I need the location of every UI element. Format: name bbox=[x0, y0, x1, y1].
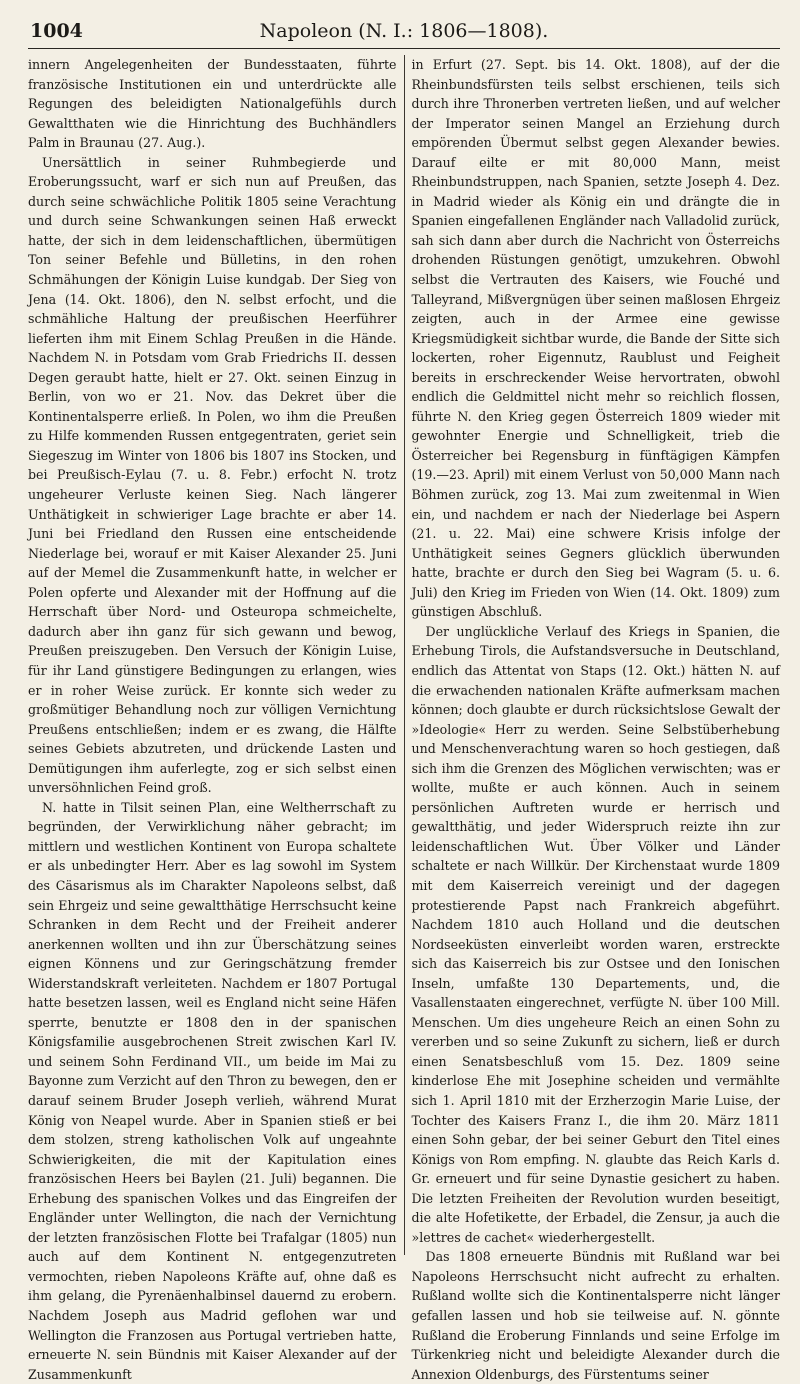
two-column-body bbox=[28, 55, 780, 1382]
paragraph: Der unglückliche Verlauf des Kriegs in Spanien, die Erhebung Tirols, die Aufstandsversuche in Deutschland, endlich das Attentat von Staps (12. Okt.) hätten N. auf die erwachenden nationalen Kräfte aufmerksam machen können; doch glaubte er durch rücksichtslose Gewalt der »Ideologie« Herr zu werden. Seine Selbstüberhebung und Menschenverachtung waren so hoch gestiegen, daß sich ihm die Grenzen des Möglichen verwischten; was er wollte, mußte er auch können. Auch in seinem persönlichen Auftreten wurde er herrisch und gewaltthätig, und jeder Widerspruch reizte ihn zur leidenschaftlichen Wut. Über Völker und Länder schaltete er nach Willkür. Der Kirchenstaat wurde 1809 mit dem Kaiserreich vereinigt und der dagegen protestierende Papst nach Frankreich abgeführt. Nachdem 1810 auch Holland und die deutschen Nordseeküsten einverleibt worden waren, erstreckte sich das Kaiserreich bis zur Ostsee und den Ionischen Inseln, umfaßte 130 Departements, und, die Vasallenstaaten eingerechnet, verfügte N. über 100 Mill. Menschen. Um dies ungeheure Reich an einen Sohn zu vererben und so seine Zukunft zu sichern, ließ er durch einen Senatsbeschluß vom 15. Dez. 1809 seine kinderlose Ehe mit Josephine scheiden und vermählte sich 1. April 1810 mit der Erzherzogin Marie Luise, der Tochter des Kaisers Franz I., die ihm 20. März 1811 einen Sohn gebar, der bei seiner Geburt den Titel eines Königs von Rom empfing. N. glaubte das Reich Karls d. Gr. erneuert und für seine Dynastie gesichert zu haben. Die letzten Freiheiten der Revolution wurden beseitigt, die alte Hofetikette, der Erbadel, die Zensur, ja auch die »lettres de cachet« wiederhergestellt. bbox=[411, 623, 780, 1245]
paragraph: Das 1808 erneuerte Bündnis mit Rußland war bei Napoleons Herrschsucht nicht aufrecht zu erhalten. Rußland wollte sich die Kontinentalsperre nicht länger gefallen lassen und hob sie teilweise auf. N. gönnte Rußland die Eroberung Finnlands und seine Erfolge im Türkenkrieg nicht und beleidigte Alexander durch die Annexion Oldenburgs, des Fürstentums seiner bbox=[411, 1249, 780, 1382]
right-column bbox=[411, 55, 780, 1382]
paragraph: N. hatte in Tilsit seinen Plan, eine Weltherrschaft zu begründen, der Verwirklichung näher gebracht; im mittlern und westlichen Kontinent von Europa schaltete er als unbedingter Herr. Aber es lag sowohl im System des Cäsarismus als im Charakter Napoleons selbst, daß sein Ehrgeiz und seine gewaltthätige Herrschsucht keine Schranken in dem Recht und der Freiheit anderer anerkennen wollten und ihn zur Überschätzung seines eignen Könnens und zur Geringschätzung fremder Widerstandskraft verleiteten. Nachdem er 1807 Portugal hatte besetzen lassen, weil es England nicht seine Häfen sperrte, benutzte er 1808 den in der spanischen Königsfamilie ausgebrochenen Streit zwischen Karl IV. und seinem Sohn Ferdinand VII., um beide im Mai zu Bayonne zum Verzicht auf den Thron zu bewegen, den er darauf seinem Bruder Joseph verlieh, während Murat König von Neapel wurde. Aber in Spanien stieß er bei dem stolzen, streng katholischen Volk auf ungeahnte Schwierigkeiten, die mit der Kapitulation eines französischen Heers bei Baylen (21. Juli) begannen. Die Erhebung des spanischen Volkes und das Eingreifen der Engländer unter Wellington, die nach der Vernichtung der letzten französischen Flotte bei Trafalgar (1805) nun auch auf dem Kontinent N. entgegenzutreten vermochten, rieben Napoleons Kräfte auf, ohne daß es ihm gelang, die Pyrenäenhalbinsel dauernd zu erobern. Nachdem Joseph aus Madrid geflohen war und Wellington die Franzosen aus Portugal vertrieben hatte, erneuerte N. sein Bündnis mit Kaiser Alexander auf der Zusammenkunft bbox=[28, 799, 397, 1382]
column-divider bbox=[404, 55, 405, 1255]
paragraph: Unersättlich in seiner Ruhmbegierde und Eroberungssucht, warf er sich nun auf Preußen, das durch seine schwächliche Politik 1805 seine Verachtung und durch seine Schwankungen seinen Haß erweckt hatte, der sich in dem leidenschaftlichen, übermütigen Ton seiner Befehle und Bülletins, in den rohen Schmähungen der Königin Luise kundgab. Der Sieg von Jena (14. Okt. 1806), den N. selbst erfocht, und die schmähliche Haltung der preußischen Heerführer lieferten ihm mit Einem Schlag Preußen in die Hände. Nachdem N. in Potsdam vom Grab Friedrichs II. dessen Degen geraubt hatte, hielt er 27. Okt. seinen Einzug in Berlin, von wo er 21. Nov. das Dekret über die Kontinentalsperre erließ. In Polen, wo ihm die Preußen zu Hilfe kommenden Russen entgegentraten, geriet sein Siegeszug im Winter von 1806 bis 1807 ins Stocken, und bei Preußisch-Eylau (7. u. 8. Febr.) erfocht N. trotz ungeheurer Verluste keinen Sieg. Nach längerer Unthätigkeit in schwieriger Lage brachte er aber 14. Juni bei Friedland den Russen eine entscheidende Niederlage bei, worauf er mit Kaiser Alexander 25. Juni auf der Memel die Zusammenkunft hatte, in welcher er Polen opferte und Alexander mit der Hoffnung auf die Herrschaft über Nord- und Osteuropa schmeichelte, dadurch aber ihn ganz für sich gewann und bewog, Preußen preiszugeben. Den Versuch der Königin Luise, für ihr Land günstigere Bedingungen zu erlangen, wies er in roher Weise zurück. Er konnte sich weder zu großmütiger Behandlung noch zur völligen Vernichtung Preußens entschließen; indem er es zwang, die Hälfte seines Gebiets abzutreten, und drückende Lasten und Demütigungen ihm auferlegte, zog er sich selbst einen unversöhnlichen Feind groß. bbox=[28, 154, 397, 796]
page-number: 1004 bbox=[30, 20, 83, 42]
paragraph: in Erfurt (27. Sept. bis 14. Okt. 1808), auf der die Rheinbundsfürsten teils selbst erschienen, teils sich durch ihre Thronerben vertreten ließen, und auf welcher der Imperator seinen Mangel an Erziehung durch empörenden Übermut selbst gegen Alexander bewies. Darauf eilte er mit 80,000 Mann, meist Rheinbundstruppen, nach Spanien, setzte Joseph 4. Dez. in Madrid wieder als König ein und drängte die in Spanien eingefallenen Engländer nach Valladolid zurück, sah sich dann aber durch die Nachricht von Österreichs drohenden Rüstungen genötigt, umzukehren. Obwohl selbst die Vertrauten des Kaisers, wie Fouché und Talleyrand, Mißvergnügen über seinen maßlosen Ehrgeiz zeigten, auch in der Armee eine gewisse Kriegsmüdigkeit sichtbar wurde, die Bande der Sitte sich lockerten, roher Eigennutz, Raublust und Feigheit bereits in erschreckender Weise hervortraten, obwohl endlich die Geldmittel nicht mehr so reichlich flossen, führte N. den Krieg gegen Österreich 1809 wieder mit gewohnter Energie und Schnelligkeit, trieb die Österreicher bei Regensburg in fünftägigen Kämpfen (19.—23. April) mit einem Verlust von 50,000 Mann nach Böhmen zurück, zog 13. Mai zum zweitenmal in Wien ein, und nachdem er nach der Niederlage bei Aspern (21. u. 22. Mai) eine schwere Krisis infolge der Unthätigkeit seines Gegners glücklich überwunden hatte, brachte er durch den Sieg bei Wagram (5. u. 6. Juli) den Krieg im Frieden von Wien (14. Okt. 1809) zum günstigen Abschluß. bbox=[411, 57, 780, 620]
page-header bbox=[28, 12, 780, 49]
paragraph: innern Angelegenheiten der Bundesstaaten, führte französische Institutionen ein und unterdrückte alle Regungen des beleidigten Nationalgefühls durch Gewaltthaten wie die Hinrichtung des Buchhändlers Palm in Braunau (27. Aug.). bbox=[28, 57, 397, 151]
left-column bbox=[28, 55, 397, 1382]
running-head: Napoleon (N. I.: 1806—1808). bbox=[259, 20, 549, 42]
